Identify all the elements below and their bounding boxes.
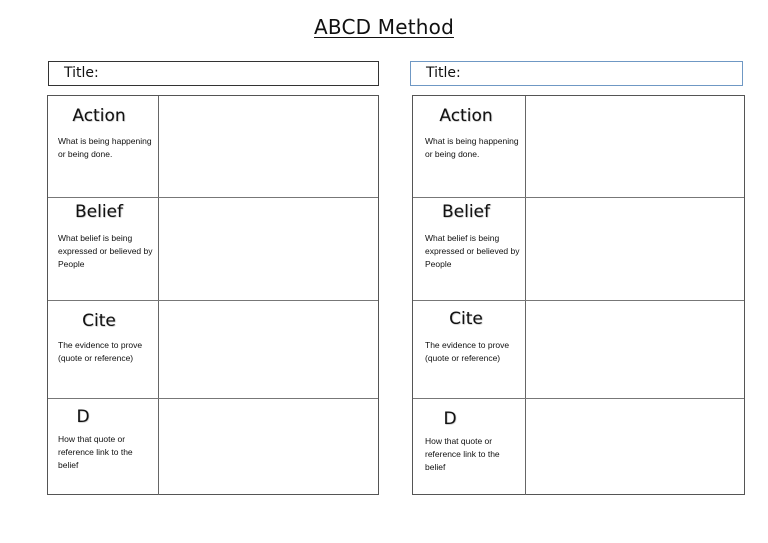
label-cell-belief <box>413 198 526 301</box>
row-belief <box>413 197 744 301</box>
answer-cell-belief[interactable] <box>160 198 378 301</box>
title-label: Title: <box>426 65 461 81</box>
description-d: How that quote or reference link to the belief <box>58 434 133 470</box>
answer-cell-action[interactable] <box>527 96 744 197</box>
answer-cell-cite[interactable] <box>527 301 744 399</box>
row-d <box>48 398 378 495</box>
label-cell-action <box>48 96 159 197</box>
description-cite: The evidence to prove (quote or reference) <box>58 340 143 363</box>
description-d: How that quote or reference link to the belief <box>425 436 500 472</box>
title-label: Title: <box>64 65 99 81</box>
answer-cell-d[interactable] <box>527 399 744 495</box>
answer-cell-d[interactable] <box>160 399 378 495</box>
description-cite: The evidence to prove (quote or reference) <box>425 340 510 363</box>
title-field-right[interactable] <box>410 61 743 86</box>
answer-cell-belief[interactable] <box>527 198 744 301</box>
row-action <box>413 96 744 197</box>
row-action <box>48 96 378 197</box>
abcd-table-left <box>47 95 379 495</box>
page-title <box>0 14 768 40</box>
heading-belief: Belief <box>441 202 490 222</box>
description-belief: What belief is being expressed or believed by People <box>58 233 153 269</box>
abcd-table-right <box>412 95 745 495</box>
label-cell-action <box>413 96 526 197</box>
page-title-text: ABCD Method <box>314 15 454 39</box>
label-cell-cite <box>413 301 526 399</box>
description-belief: What belief is being expressed or believed by People <box>425 233 520 269</box>
row-cite <box>48 300 378 399</box>
answer-cell-action[interactable] <box>160 96 378 197</box>
answer-cell-cite[interactable] <box>160 301 378 399</box>
description-action: What is being happening or being done. <box>425 136 519 159</box>
heading-belief: Belief <box>74 202 123 222</box>
row-belief <box>48 197 378 301</box>
row-cite <box>413 300 744 399</box>
label-cell-cite <box>48 301 159 399</box>
heading-cite: Cite <box>449 309 483 329</box>
label-cell-d <box>48 399 159 495</box>
heading-d: D <box>443 409 457 429</box>
heading-action: Action <box>439 106 493 126</box>
heading-cite: Cite <box>82 311 116 331</box>
label-cell-d <box>413 399 526 495</box>
heading-action: Action <box>72 106 126 126</box>
heading-d: D <box>76 407 90 427</box>
title-field-left[interactable] <box>48 61 379 86</box>
label-cell-belief <box>48 198 159 301</box>
row-d <box>413 398 744 495</box>
description-action: What is being happening or being done. <box>58 136 152 159</box>
